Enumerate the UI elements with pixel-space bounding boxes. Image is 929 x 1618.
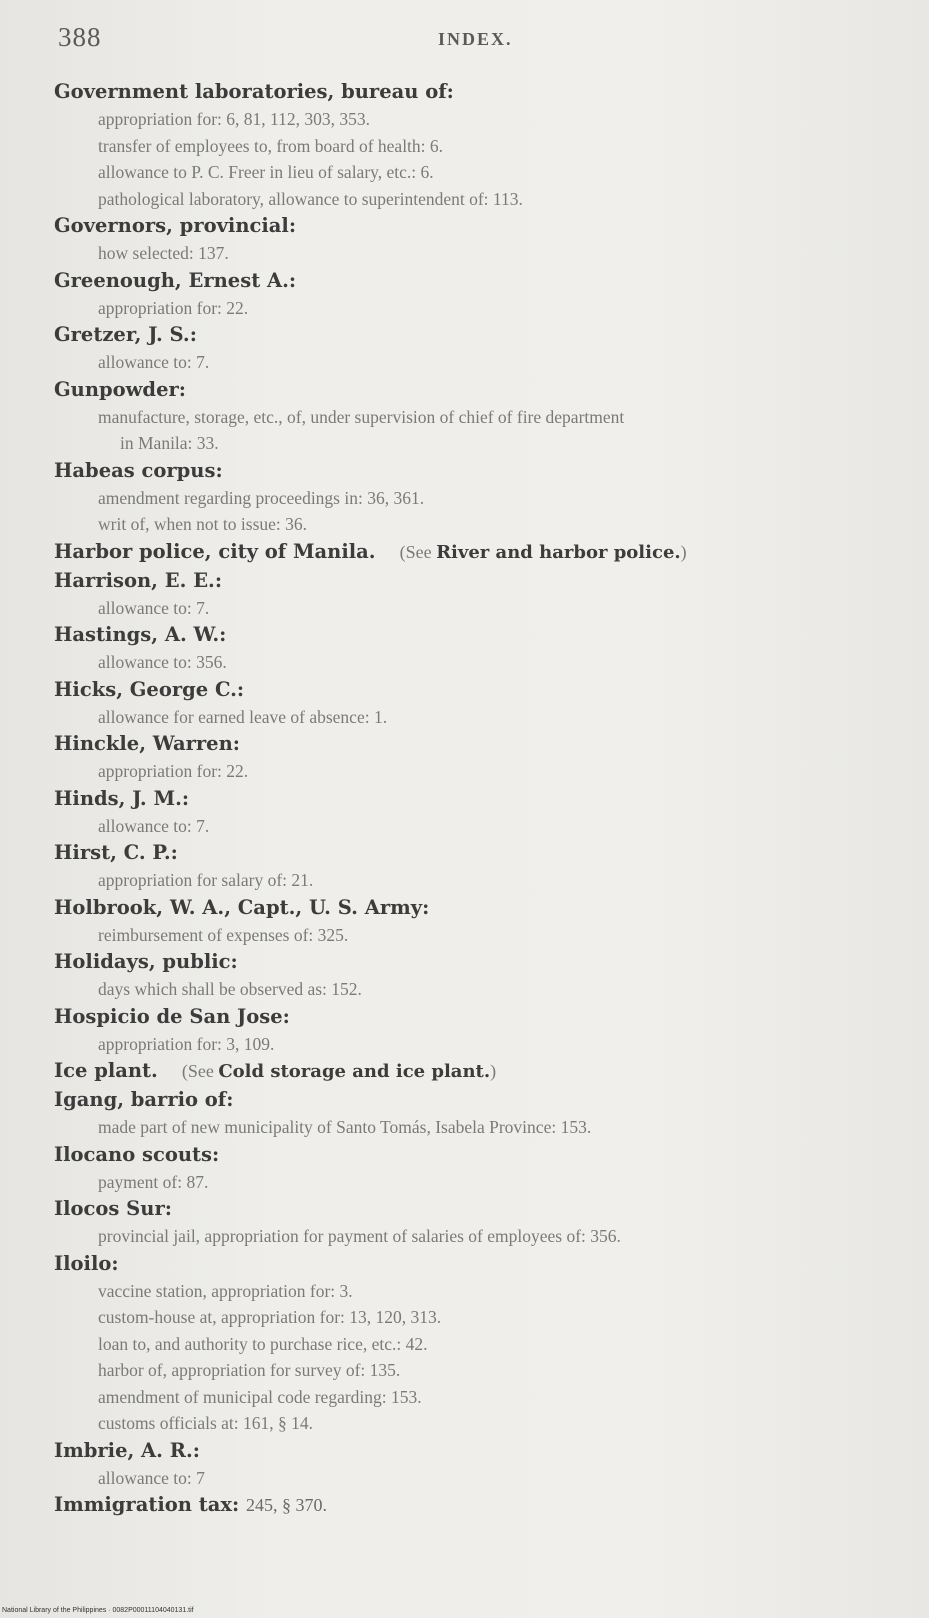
index-entry <box>54 1141 914 1196</box>
index-entry <box>54 1057 914 1086</box>
index-entry <box>54 676 914 731</box>
entry-heading <box>54 1250 914 1278</box>
page-header <box>58 22 908 62</box>
entry-subitem: allowance to: 7. <box>98 815 210 836</box>
running-title: INDEX. <box>438 29 513 49</box>
index-entry <box>54 894 914 949</box>
entry-heading-text: Greenough, Ernest A.: <box>54 268 297 292</box>
entry-subitem: allowance to P. C. Freer in lieu of salary, etc.: 6. <box>98 162 434 182</box>
entry-heading-text: Holidays, public: <box>54 950 238 973</box>
entry-subitem: allowance for earned leave of absence: 1. <box>98 706 388 727</box>
entry-heading <box>54 785 914 813</box>
entry-subitem: amendment regarding proceedings in: 36, 361. <box>98 487 425 508</box>
entry-subitem: appropriation for: 22. <box>98 761 249 781</box>
page-number: 388 <box>58 22 102 52</box>
entry-heading-text: Habeas corpus: <box>54 458 223 482</box>
entry-heading <box>54 894 914 922</box>
entry-heading-text: Governors, provincial: <box>54 214 297 237</box>
entry-heading <box>54 267 914 295</box>
index-entry <box>54 1195 914 1250</box>
index-entry <box>54 785 914 840</box>
index-entry <box>54 1086 914 1141</box>
entry-heading-text: Hinckle, Warren: <box>54 732 240 755</box>
entry-subitem: manufacture, storage, etc., of, under supervision of chief of fire department <box>98 406 625 427</box>
entry-heading-text: Harbor police, city of Manila. <box>54 539 376 563</box>
entry-heading <box>54 1195 914 1223</box>
entry-subitem: customs officials at: 161, § 14. <box>98 1413 313 1433</box>
entry-subitem: appropriation for: 3, 109. <box>98 1033 275 1054</box>
entry-subitem: allowance to: 7 <box>98 1467 205 1488</box>
entry-heading <box>54 839 914 867</box>
index-entry <box>54 567 914 622</box>
entry-subitem: appropriation for: 22. <box>98 297 249 318</box>
index-entry <box>54 1250 914 1437</box>
entry-subitem: allowance to: 7. <box>98 597 210 618</box>
entry-heading-text: Iloilo: <box>54 1251 119 1275</box>
entry-heading <box>54 567 914 595</box>
index-entry <box>54 376 914 457</box>
cross-reference <box>182 1061 496 1081</box>
see-suffix: ) <box>680 541 687 562</box>
entry-heading <box>54 212 914 240</box>
see-suffix: ) <box>490 1061 497 1081</box>
entry-inline-refs: 245, § 370. <box>246 1495 327 1515</box>
entry-heading-text: Hastings, A. W.: <box>54 623 227 646</box>
entry-subitem: appropriation for salary of: 21. <box>98 870 314 890</box>
entry-subitem: appropriation for: 6, 81, 112, 303, 353. <box>98 109 371 129</box>
entry-heading-text: Government laboratories, bureau of: <box>54 80 454 103</box>
entry-heading <box>54 78 914 106</box>
entry-heading <box>54 1003 914 1031</box>
entry-subitem: allowance to: 356. <box>98 652 227 672</box>
entry-heading <box>54 1141 914 1169</box>
index-entry <box>54 1437 914 1492</box>
entry-subitem: pathological laboratory, allowance to superintendent of: 113. <box>98 188 523 209</box>
see-reference: River and harbor police. <box>436 541 681 563</box>
entry-heading-text: Ilocos Sur: <box>54 1197 172 1220</box>
entry-heading <box>54 1491 914 1519</box>
entry-heading <box>54 948 914 976</box>
cross-reference <box>400 542 687 562</box>
entry-heading-text: Harrison, E. E.: <box>54 568 223 592</box>
entry-subitem: allowance to: 7. <box>98 352 210 372</box>
entry-subitem: transfer of employees to, from board of health: 6. <box>98 135 444 156</box>
entry-heading <box>54 676 914 704</box>
entry-heading-text: Immigration tax: <box>54 1493 240 1516</box>
entry-subitem: days which shall be observed as: 152. <box>98 979 362 999</box>
index-entry <box>54 621 914 676</box>
index-entry <box>54 1003 914 1058</box>
entry-subitem: amendment of municipal code regarding: 153. <box>98 1386 422 1407</box>
entry-heading <box>54 1057 914 1086</box>
entry-heading <box>54 538 914 567</box>
entry-heading-text: Imbrie, A. R.: <box>54 1438 200 1462</box>
entry-heading-text: Hirst, C. P.: <box>54 841 178 864</box>
entry-subitem: custom-house at, appropriation for: 13, 120, 313. <box>98 1307 442 1327</box>
entry-subitem: writ of, when not to issue: 36. <box>98 514 308 534</box>
entry-heading <box>54 1437 914 1465</box>
entry-subitem: payment of: 87. <box>98 1171 209 1192</box>
entry-heading-text: Ilocano scouts: <box>54 1142 220 1166</box>
entry-heading <box>54 1086 914 1114</box>
entry-heading-text: Gunpowder: <box>54 377 186 401</box>
entry-subitem: how selected: 137. <box>98 243 229 263</box>
entry-subitem: provincial jail, appropriation for payment of salaries of employees of: 356. <box>98 1226 621 1246</box>
entry-heading <box>54 621 914 649</box>
entry-subitem: in Manila: 33. <box>120 433 219 453</box>
index-entry <box>54 1491 914 1519</box>
see-reference: Cold storage and ice plant. <box>218 1061 491 1082</box>
index-entry <box>54 457 914 538</box>
entry-heading-text: Hinds, J. M.: <box>54 786 190 810</box>
index-entry <box>54 212 914 267</box>
entry-heading-text: Ice plant. <box>54 1059 158 1082</box>
entry-heading <box>54 457 914 485</box>
entry-heading-text: Hospicio de San Jose: <box>54 1004 290 1028</box>
entry-subitem: made part of new municipality of Santo Tomás, Isabela Province: 153. <box>98 1117 592 1137</box>
index-entry <box>54 321 914 376</box>
entry-heading <box>54 376 914 404</box>
see-prefix: (See <box>399 541 432 562</box>
index-entry <box>54 948 914 1003</box>
entry-subitem: vaccine station, appropriation for: 3. <box>98 1280 353 1301</box>
entry-subitem: harbor of, appropriation for survey of: 135. <box>98 1360 401 1380</box>
index-list <box>54 78 914 1519</box>
entry-heading-text: Gretzer, J. S.: <box>54 323 197 346</box>
entry-heading-text: Hicks, George C.: <box>54 677 245 701</box>
entry-heading-text: Igang, barrio of: <box>54 1088 234 1111</box>
index-entry <box>54 78 914 212</box>
index-entry <box>54 538 914 567</box>
entry-subitem: loan to, and authority to purchase rice, etc.: 42. <box>98 1333 428 1354</box>
entry-subitem: reimbursement of expenses of: 325. <box>98 924 349 945</box>
scan-footer: National Library of the Philippines · 0082P00011104040131.tif <box>2 1607 194 1614</box>
see-prefix: (See <box>181 1061 214 1081</box>
entry-heading-text: Holbrook, W. A., Capt., U. S. Army: <box>54 895 430 919</box>
entry-heading <box>54 730 914 758</box>
entry-heading <box>54 321 914 349</box>
index-entry <box>54 267 914 322</box>
index-entry <box>54 839 914 894</box>
index-entry <box>54 730 914 785</box>
